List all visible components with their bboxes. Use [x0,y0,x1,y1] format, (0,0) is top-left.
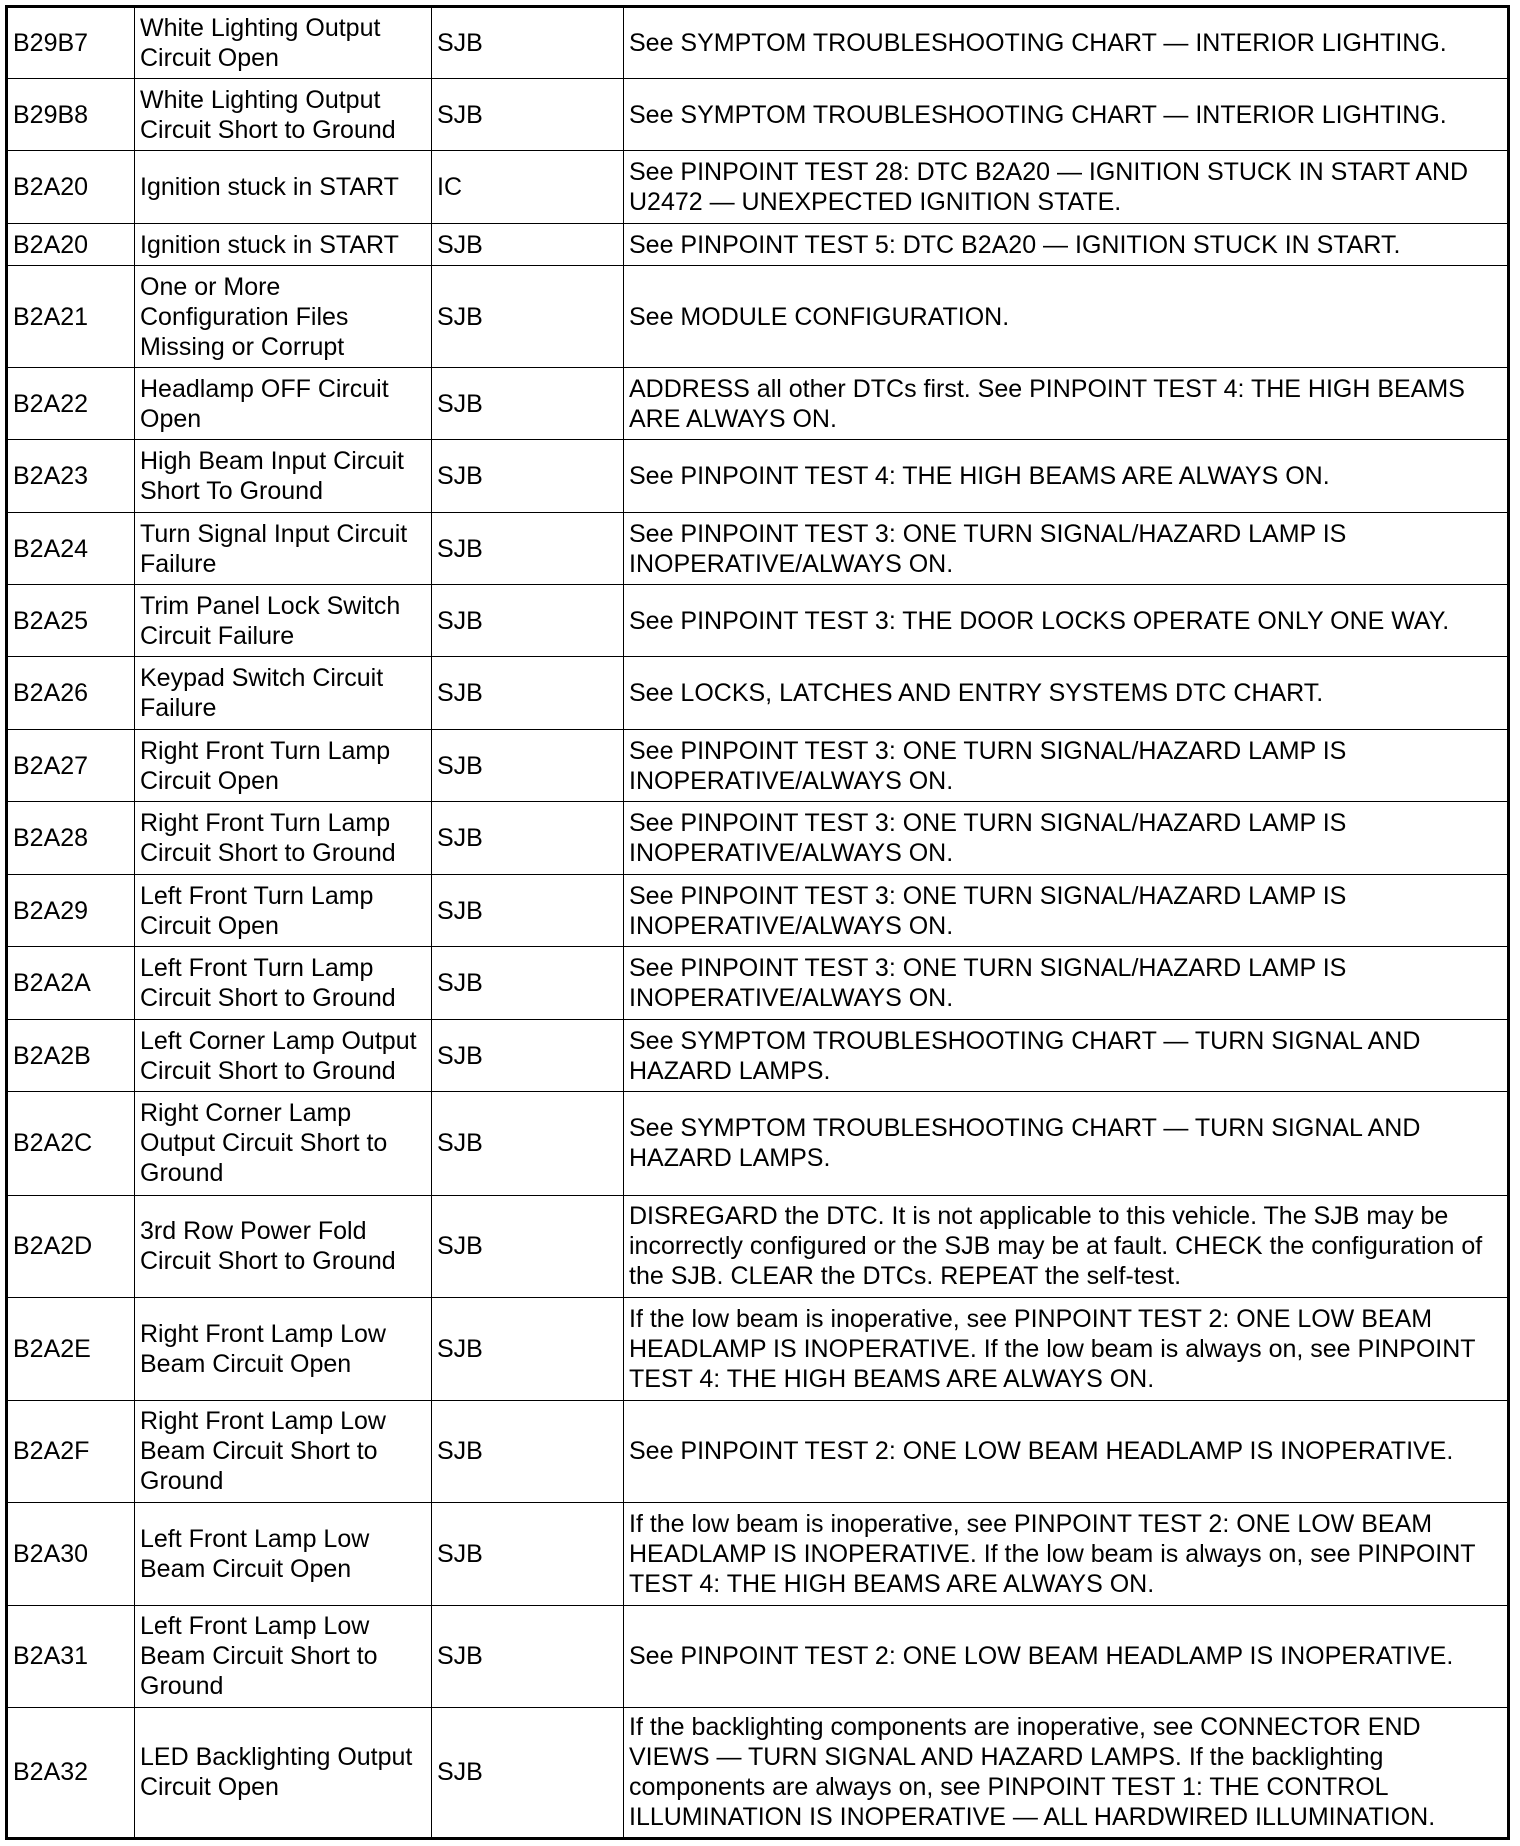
dtc-module: SJB [432,585,624,657]
dtc-action: See SYMPTOM TROUBLESHOOTING CHART — TURN SIGNAL AND HAZARD LAMPS. [624,1020,1509,1092]
dtc-code: B2A28 [7,802,135,875]
dtc-module: SJB [432,657,624,730]
dtc-description: Right Corner Lamp Output Circuit Short to Ground [135,1092,432,1195]
table-row [7,875,1509,947]
dtc-module: SJB [432,1020,624,1092]
dtc-description: Left Front Turn Lamp Circuit Open [135,875,432,947]
table-row [7,151,1509,224]
dtc-action: If the backlighting components are inoperative, see CONNECTOR END VIEWS — TURN SIGNAL AND HAZARD LAMPS. If the backlighting components are always on, see PINPOINT TEST 1: THE CONTROL ILLUMINATION IS INOPERATIVE — ALL HARDWIRED ILLUMINATION. [624,1707,1509,1838]
dtc-code: B2A26 [7,657,135,730]
dtc-action: If the low beam is inoperative, see PINPOINT TEST 2: ONE LOW BEAM HEADLAMP IS INOPERATIVE. If the low beam is always on, see PINPOINT TEST 4: THE HIGH BEAMS ARE ALWAYS ON. [624,1297,1509,1400]
dtc-code: B29B8 [7,79,135,151]
table-row [7,585,1509,657]
table-row [7,1020,1509,1092]
table-row [7,79,1509,151]
dtc-code: B2A22 [7,368,135,440]
dtc-action: See PINPOINT TEST 3: ONE TURN SIGNAL/HAZARD LAMP IS INOPERATIVE/ALWAYS ON. [624,875,1509,947]
dtc-module: SJB [432,1605,624,1707]
dtc-module: SJB [432,368,624,440]
dtc-code: B2A25 [7,585,135,657]
dtc-module: SJB [432,1400,624,1502]
table-row [7,1707,1509,1838]
dtc-module: SJB [432,802,624,875]
dtc-description: Right Front Lamp Low Beam Circuit Open [135,1297,432,1400]
dtc-description: Left Corner Lamp Output Circuit Short to Ground [135,1020,432,1092]
table-row [7,266,1509,368]
dtc-code: B2A30 [7,1502,135,1605]
dtc-module: SJB [432,7,624,79]
dtc-description: Right Front Lamp Low Beam Circuit Short to Ground [135,1400,432,1502]
dtc-description: Trim Panel Lock Switch Circuit Failure [135,585,432,657]
dtc-action: See PINPOINT TEST 4: THE HIGH BEAMS ARE ALWAYS ON. [624,440,1509,513]
table-row [7,730,1509,802]
dtc-description: High Beam Input Circuit Short To Ground [135,440,432,513]
dtc-code: B2A20 [7,151,135,224]
dtc-action: See PINPOINT TEST 3: ONE TURN SIGNAL/HAZARD LAMP IS INOPERATIVE/ALWAYS ON. [624,947,1509,1020]
dtc-action: See PINPOINT TEST 3: ONE TURN SIGNAL/HAZARD LAMP IS INOPERATIVE/ALWAYS ON. [624,513,1509,585]
dtc-module: SJB [432,730,624,802]
dtc-module: SJB [432,79,624,151]
table-row [7,657,1509,730]
dtc-action: ADDRESS all other DTCs first. See PINPOINT TEST 4: THE HIGH BEAMS ARE ALWAYS ON. [624,368,1509,440]
table-row [7,1400,1509,1502]
table-row [7,1297,1509,1400]
dtc-code: B2A29 [7,875,135,947]
dtc-code: B2A20 [7,224,135,266]
table-row [7,7,1509,79]
dtc-action: See SYMPTOM TROUBLESHOOTING CHART — TURN SIGNAL AND HAZARD LAMPS. [624,1092,1509,1195]
dtc-module: SJB [432,440,624,513]
dtc-action: See PINPOINT TEST 2: ONE LOW BEAM HEADLAMP IS INOPERATIVE. [624,1605,1509,1707]
dtc-description: One or More Configuration Files Missing or Corrupt [135,266,432,368]
dtc-action: See PINPOINT TEST 3: ONE TURN SIGNAL/HAZARD LAMP IS INOPERATIVE/ALWAYS ON. [624,730,1509,802]
dtc-action: See MODULE CONFIGURATION. [624,266,1509,368]
dtc-code: B2A2A [7,947,135,1020]
dtc-module: IC [432,151,624,224]
dtc-action: See PINPOINT TEST 3: THE DOOR LOCKS OPERATE ONLY ONE WAY. [624,585,1509,657]
dtc-action: DISREGARD the DTC. It is not applicable to this vehicle. The SJB may be incorrectly configured or the SJB may be at fault. CHECK the configuration of the SJB. CLEAR the DTCs. REPEAT the self-test. [624,1195,1509,1297]
table-row [7,1605,1509,1707]
dtc-module: SJB [432,1502,624,1605]
dtc-code: B2A32 [7,1707,135,1838]
dtc-code: B2A27 [7,730,135,802]
table-row [7,1092,1509,1195]
dtc-module: SJB [432,513,624,585]
dtc-module: SJB [432,224,624,266]
table-row [7,513,1509,585]
dtc-code: B2A24 [7,513,135,585]
dtc-module: SJB [432,266,624,368]
dtc-code: B2A2E [7,1297,135,1400]
dtc-module: SJB [432,947,624,1020]
dtc-description: Right Front Turn Lamp Circuit Short to Ground [135,802,432,875]
table-row [7,947,1509,1020]
dtc-action: See SYMPTOM TROUBLESHOOTING CHART — INTERIOR LIGHTING. [624,79,1509,151]
dtc-code: B2A2D [7,1195,135,1297]
dtc-code: B2A2B [7,1020,135,1092]
table-row [7,440,1509,513]
dtc-description: Left Front Turn Lamp Circuit Short to Ground [135,947,432,1020]
dtc-code: B2A2F [7,1400,135,1502]
dtc-module: SJB [432,1092,624,1195]
dtc-code: B2A2C [7,1092,135,1195]
dtc-description: Keypad Switch Circuit Failure [135,657,432,730]
dtc-module: SJB [432,1707,624,1838]
dtc-description: LED Backlighting Output Circuit Open [135,1707,432,1838]
dtc-action: See PINPOINT TEST 28: DTC B2A20 — IGNITION STUCK IN START AND U2472 — UNEXPECTED IGNITION STATE. [624,151,1509,224]
table-row [7,1195,1509,1297]
dtc-description: Right Front Turn Lamp Circuit Open [135,730,432,802]
dtc-description: White Lighting Output Circuit Short to Ground [135,79,432,151]
dtc-description: 3rd Row Power Fold Circuit Short to Ground [135,1195,432,1297]
dtc-action: See PINPOINT TEST 2: ONE LOW BEAM HEADLAMP IS INOPERATIVE. [624,1400,1509,1502]
dtc-code: B2A23 [7,440,135,513]
dtc-action: See LOCKS, LATCHES AND ENTRY SYSTEMS DTC CHART. [624,657,1509,730]
dtc-code: B29B7 [7,7,135,79]
dtc-module: SJB [432,1195,624,1297]
dtc-module: SJB [432,875,624,947]
dtc-description: Turn Signal Input Circuit Failure [135,513,432,585]
table-row [7,224,1509,266]
dtc-code: B2A21 [7,266,135,368]
dtc-action: See PINPOINT TEST 5: DTC B2A20 — IGNITION STUCK IN START. [624,224,1509,266]
table-row [7,368,1509,440]
dtc-action: See PINPOINT TEST 3: ONE TURN SIGNAL/HAZARD LAMP IS INOPERATIVE/ALWAYS ON. [624,802,1509,875]
dtc-action: If the low beam is inoperative, see PINPOINT TEST 2: ONE LOW BEAM HEADLAMP IS INOPERATIVE. If the low beam is always on, see PINPOINT TEST 4: THE HIGH BEAMS ARE ALWAYS ON. [624,1502,1509,1605]
table-row [7,1502,1509,1605]
dtc-action: See SYMPTOM TROUBLESHOOTING CHART — INTERIOR LIGHTING. [624,7,1509,79]
dtc-description: Ignition stuck in START [135,224,432,266]
dtc-description: Headlamp OFF Circuit Open [135,368,432,440]
dtc-description: Ignition stuck in START [135,151,432,224]
dtc-table [5,5,1510,1840]
dtc-code: B2A31 [7,1605,135,1707]
table-row [7,802,1509,875]
dtc-module: SJB [432,1297,624,1400]
dtc-description: White Lighting Output Circuit Open [135,7,432,79]
dtc-description: Left Front Lamp Low Beam Circuit Short to Ground [135,1605,432,1707]
dtc-description: Left Front Lamp Low Beam Circuit Open [135,1502,432,1605]
